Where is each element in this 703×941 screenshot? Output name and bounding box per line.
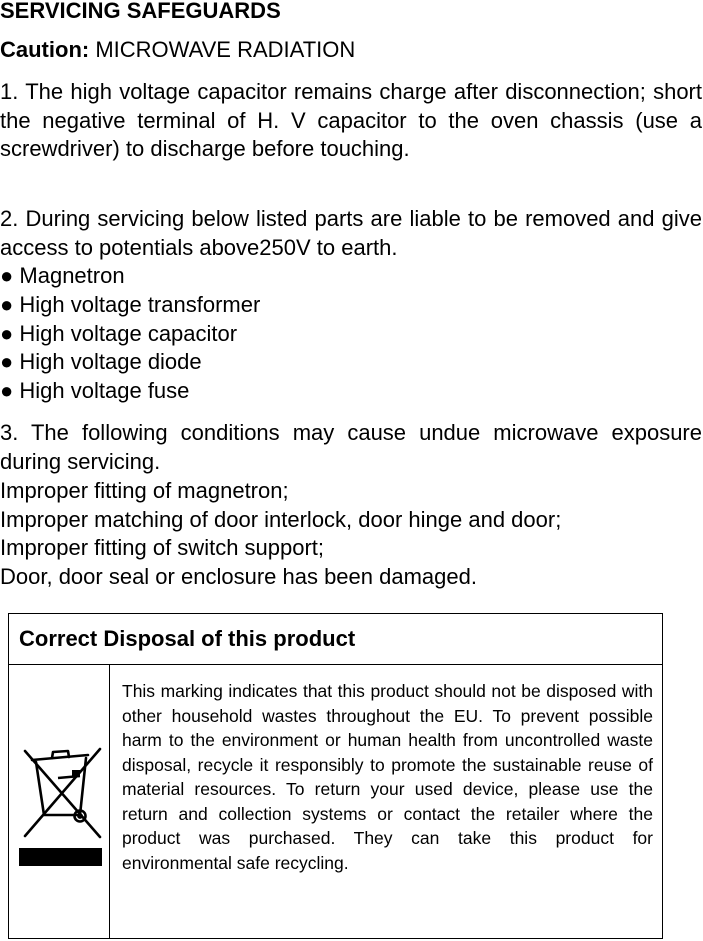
item-2-intro: 2. During servicing below listed parts are liable to be removed and give access to potentials above250V to earth. xyxy=(0,206,702,260)
condition-list-item: Improper fitting of magnetron; xyxy=(0,478,289,503)
part-list-item: ● High voltage fuse xyxy=(0,378,190,403)
condition-list-item: Improper matching of door interlock, door hinge and door; xyxy=(0,507,562,532)
caution-label: Caution: xyxy=(0,37,90,62)
item-3-intro: 3. The following conditions may cause undue microwave exposure during servicing. xyxy=(0,420,702,474)
crossed-out-wheelie-bin-icon xyxy=(22,743,102,843)
item-1-paragraph: 1. The high voltage capacitor remains charge after disconnection; short the negative terminal of H. V capacitor to the oven chassis (use a screwdriver) to discharge before touching. xyxy=(0,79,702,162)
disposal-table xyxy=(8,613,663,939)
condition-list-item: Improper fitting of switch support; xyxy=(0,535,325,560)
part-list-item: ● High voltage transformer xyxy=(0,292,261,317)
disposal-text: This marking indicates that this product should not be disposed with other household wastes throughout the EU. To prevent possible harm to the environment or human health from uncontrolled waste disposal, recycle it responsibly to promote the sustainable reuse of material resources. To return your used device, please use the return and collection systems or contact the retailer where the product was purchased. They can take this product for environmental safe recycling. xyxy=(122,681,653,873)
part-list-item: ● High voltage diode xyxy=(0,349,202,374)
disposal-table-header xyxy=(9,614,662,665)
caution-line xyxy=(0,37,355,63)
part-list-item: ● Magnetron xyxy=(0,263,125,288)
weee-black-bar xyxy=(19,848,102,866)
disposal-icon-cell xyxy=(9,665,110,938)
condition-list-item: Door, door seal or enclosure has been damaged. xyxy=(0,564,477,589)
disposal-text-cell xyxy=(110,665,662,938)
part-list-item: ● High voltage capacitor xyxy=(0,321,238,346)
disposal-title: Correct Disposal of this product xyxy=(19,626,356,651)
section-heading: SERVICING SAFEGUARDS xyxy=(0,0,281,23)
caution-text: MICROWAVE RADIATION xyxy=(89,37,356,62)
